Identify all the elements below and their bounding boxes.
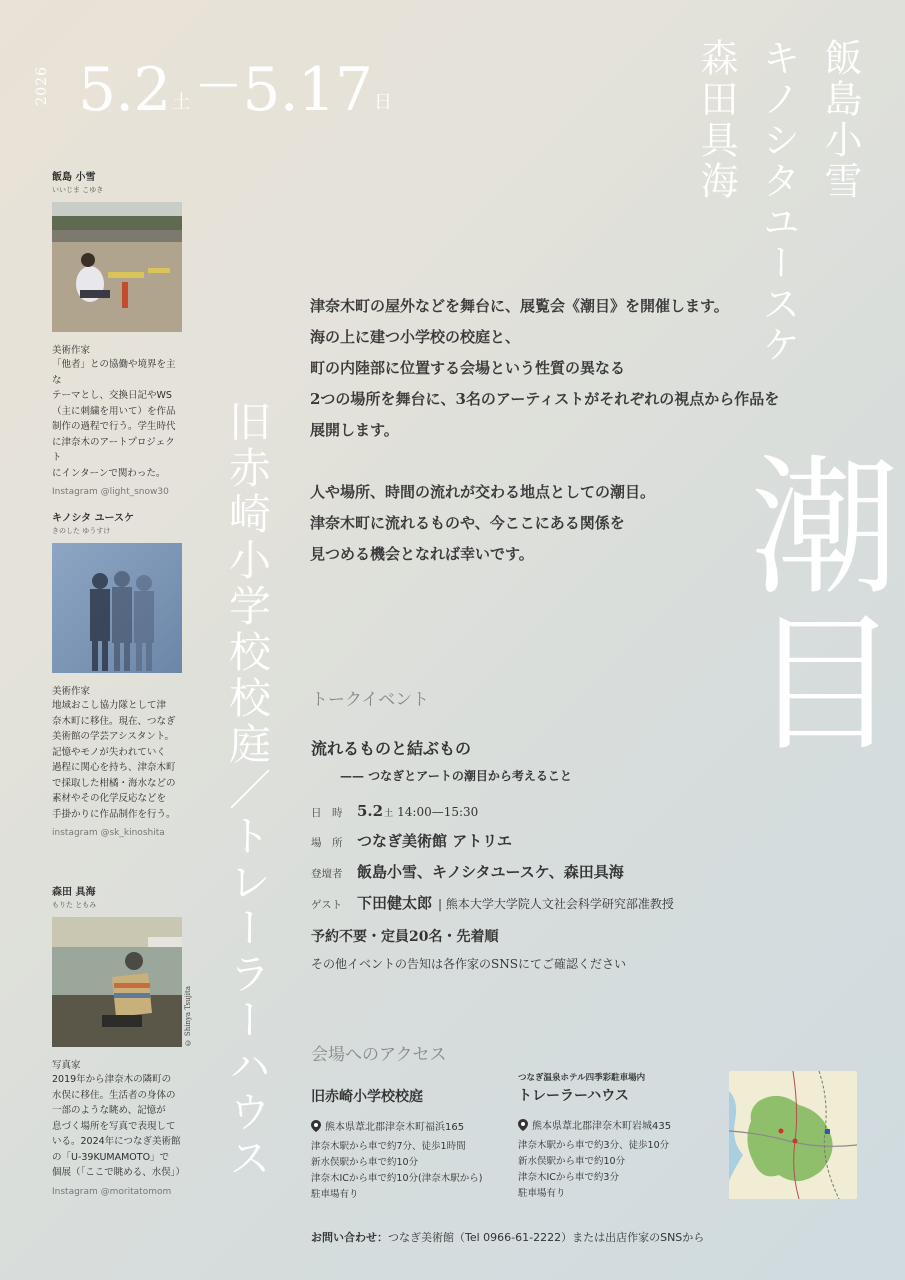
talk-date-row	[311, 802, 478, 820]
talk-time: 14:00—15:30	[397, 805, 479, 819]
bio-line: に津奈木のアートプロジェクト	[52, 436, 175, 463]
info-key: 場 所	[311, 837, 343, 849]
start-date: 5.2	[78, 55, 171, 125]
bio-line: テーマとし、交換日記やWS	[52, 390, 172, 401]
artist-photo	[52, 202, 182, 332]
intro-line: 人や場所、時間の流れが交わる地点としての潮目。	[310, 483, 656, 501]
bio-line: 記憶やモノが失われていく	[52, 746, 166, 758]
venue-pre: つなぎ温泉ホテル四季彩駐車場内	[518, 1073, 646, 1083]
talk-date: 5.2	[357, 802, 384, 820]
venue-address-text: 熊本県葦北郡津奈木町福浜165	[325, 1122, 465, 1133]
instagram-handle[interactable]: Instagram @moritatomom	[52, 1186, 172, 1197]
intro-line: 展開します。	[310, 421, 399, 439]
reservation-note: 予約不要・定員20名・先着順	[311, 929, 499, 945]
artist-photo	[52, 917, 182, 1047]
direction-line: 津奈木駅から車で約7分、徒歩1時間	[311, 1141, 466, 1152]
direction-line: 津奈木ICから車で約10分(津奈木駅から)	[311, 1173, 483, 1184]
bio-line: 過程に関心を持ち、津奈木町	[52, 762, 176, 773]
artist-name-vertical: 森田具海	[694, 38, 738, 202]
direction-line: 津奈木駅から車で約3分、徒歩10分	[518, 1140, 670, 1151]
venue-2	[518, 1071, 671, 1202]
bio-line: 一部のような眺め、記憶が	[52, 1105, 166, 1116]
intro-line: 津奈木町の屋外などを舞台に、展覧会《潮目》を開催します。	[310, 297, 729, 315]
artist-role: 写真家	[52, 1060, 81, 1071]
intro-line: 町の内陸部に位置する会場という性質の異なる	[310, 359, 626, 377]
artist-photo	[52, 543, 182, 673]
venue-name: トレーラーハウス	[518, 1088, 629, 1104]
direction-line: 新水俣駅から車で約10分	[518, 1156, 626, 1167]
direction-line: 駐車場有り	[311, 1189, 359, 1200]
direction-line: 津奈木ICから車で約3分	[518, 1172, 619, 1183]
artist-name: 森田 具海	[52, 887, 96, 898]
talk-place: つなぎ美術館 アトリエ	[357, 832, 512, 850]
bio-line: で採取した柑橘・海水などの	[52, 777, 176, 789]
year-label: 2026	[34, 66, 50, 106]
venue-address	[518, 1117, 671, 1132]
bio-line: 制作の過程で行う。学生時代	[52, 421, 176, 432]
info-key: 登壇者	[311, 868, 343, 880]
artist-kana: もりた ともみ	[52, 901, 97, 909]
venue-address	[311, 1118, 482, 1133]
direction-line: 駐車場有り	[518, 1188, 566, 1199]
artist-role: 美術作家	[52, 345, 91, 356]
artist-bio	[52, 1072, 184, 1181]
artist-kana: いいじま こゆき	[52, 186, 104, 194]
venue-address-text: 熊本県葦北郡津奈木町岩城435	[532, 1121, 672, 1132]
bio-line: 息づく場所を写真で表現して	[52, 1120, 176, 1132]
artist-profile	[52, 883, 184, 1197]
bio-line: にインターンで関わった。	[52, 467, 166, 479]
intro-line: 2つの場所を舞台に、3名のアーティストがそれぞれの視点から作品を	[310, 390, 780, 408]
direction-line: 新水俣駅から車で約10分	[311, 1157, 419, 1168]
intro-line: 海の上に建つ小学校の校庭と、	[310, 328, 521, 346]
location-pin-icon	[518, 1119, 528, 1131]
artist-profile	[52, 168, 184, 497]
start-day: 土	[172, 92, 191, 113]
contact-label: お問い合わせ：	[311, 1231, 388, 1244]
talk-guest: 下田健太郎	[357, 894, 433, 912]
bio-line: 美術館の学芸アシスタント。	[52, 731, 174, 742]
access-label: 会場へのアクセス	[311, 1045, 447, 1065]
other-events-note: その他イベントの告知は各作家のSNSにてご確認ください	[311, 957, 626, 971]
location-pin-icon	[311, 1120, 321, 1132]
exhibition-title: 潮目	[724, 448, 898, 760]
talk-guest-row	[311, 892, 674, 913]
artist-bio	[52, 698, 184, 822]
bio-line: 手掛かりに作品制作を行う。	[52, 808, 176, 820]
intro-line: 津奈木町に流れるものや、今ここにある関係を	[310, 514, 625, 532]
bio-line: 素材やその化学反応などを	[52, 793, 167, 804]
artist-kana: きのした ゆうすけ	[52, 527, 111, 535]
artist-name-vertical: キノシタユースケ	[756, 38, 800, 366]
talk-event-label: トークイベント	[311, 690, 430, 710]
intro-text	[310, 291, 779, 570]
date-dash: —	[198, 60, 239, 106]
bio-line: いる。2024年につなぎ美術館	[52, 1136, 181, 1147]
talk-title: 流れるものと結ぶもの	[311, 739, 472, 758]
talk-day: 土	[384, 809, 394, 819]
end-day: 日	[374, 92, 393, 113]
bio-line: 奈木町に移住。現在、つなぎ	[52, 715, 176, 727]
artist-name-vertical: 飯島小雪	[818, 38, 862, 202]
instagram-handle[interactable]: Instagram @light_snow30	[52, 487, 169, 497]
talk-place-row	[311, 830, 512, 851]
venue-name: 旧赤崎小学校校庭	[311, 1089, 423, 1105]
venue-directions	[518, 1138, 671, 1202]
artist-name: 飯島 小雪	[52, 172, 96, 183]
intro-line: 見つめる機会となれば幸いです。	[310, 545, 534, 563]
artist-name: キノシタ ユースケ	[52, 513, 134, 524]
access-map[interactable]	[729, 1071, 857, 1199]
artist-profile	[52, 509, 184, 838]
venue-directions	[311, 1139, 482, 1203]
contact-text: つなぎ美術館（Tel 0966-61-2222）または出店作家のSNSから	[388, 1231, 705, 1244]
talk-speakers-row	[311, 861, 624, 882]
info-key: ゲスト	[311, 899, 343, 911]
bio-line: 個展（「ここで眺める、水俣」）	[52, 1167, 186, 1178]
end-date: 5.17	[242, 55, 373, 125]
talk-guest-affiliation: | 熊本大学大学院人文社会科学研究部准教授	[438, 897, 674, 911]
talk-subtitle: —— つなぎとアートの潮目から考えること	[340, 769, 572, 783]
bio-line: （主に刺繍を用いて）を作品	[52, 405, 176, 417]
venue-vertical: 旧赤崎小学校校庭／トレーラーハウス	[223, 400, 272, 1182]
artist-bio	[52, 357, 184, 481]
talk-speakers: 飯島小雪、キノシタユースケ、森田具海	[357, 863, 624, 881]
instagram-handle[interactable]: instagram @sk_kinoshita	[52, 828, 165, 838]
artist-role: 美術作家	[52, 686, 91, 697]
bio-line: 地域おこし協力隊として津	[52, 700, 167, 711]
bio-line: 水俣に移住。生活者の身体の	[52, 1089, 176, 1101]
contact-info	[311, 1229, 704, 1245]
photo-credit: © Shinya Tsujita	[184, 986, 192, 1047]
exhibition-dates	[78, 55, 396, 125]
venue-1	[311, 1086, 482, 1203]
bio-line: の「U-39KUMAMOTO」で	[52, 1151, 170, 1163]
bio-line: 「他者」との協働や境界を主な	[52, 359, 176, 386]
info-key: 日 時	[311, 807, 343, 819]
bio-line: 2019年から津奈木の隣町の	[52, 1074, 172, 1085]
